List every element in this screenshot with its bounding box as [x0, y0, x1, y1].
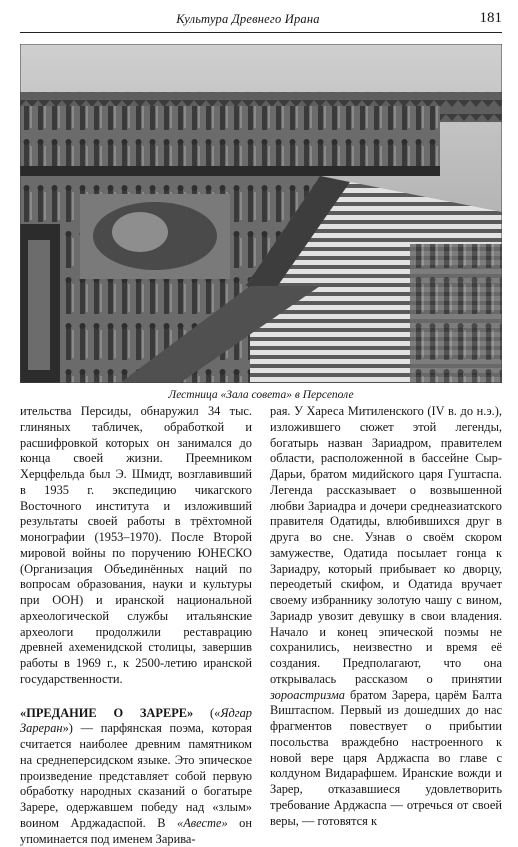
right-text-column [270, 404, 502, 829]
entry-alt-name: Ядгар Зареран [20, 706, 252, 736]
entry-alt-close: ») [63, 721, 81, 735]
staircase-photo [20, 44, 502, 383]
paragraph-persepolis: ительства Персиды, обнаружил 34 тыс. глиняных табличек, обработкой и расшифровкой которых он занимался до конца своей жизни. Преемником Херцфельда был Э. Шмидт, возглавивший в 1935 г. экспедицию чикагского Восточного института и изложивший результаты своей работы в трёхтомной монографии (1953–1970). После Второй мировой войны по поручению ЮНЕСКО (Организация Объединённых наций по вопросам образования, науки и культуры при ООН) и иранской национальной археологической службы итальянские археологи продолжили реставрацию древней ахеменидской столицы, завершив работы в 1969 г., к 2500-летию иранской государственности. [20, 404, 252, 688]
entry-spacer [20, 688, 252, 706]
running-title: Культура Древнего Ирана [20, 12, 476, 27]
entry-zarer [20, 706, 252, 847]
running-header [20, 8, 502, 34]
left-text-column [20, 404, 252, 847]
zoroastrianism-term: зороастризма [270, 688, 345, 702]
header-rule [20, 32, 502, 33]
entry-alt-open: (« [193, 706, 220, 720]
page-number: 181 [480, 10, 503, 27]
legend-text-2: братом Зарера, царём Балта Виштаспом. Первый из дошедших до нас фрагментов повествует о прибытии посольства враждебно настроенного к новой вере царя Арджаспа во главе с колдуном Видарафшем. Иранские вожди и Зарер, отказавшиеся удовлетворить требование Арджаспа — отречься от своей веры, — готовятся к [270, 688, 502, 828]
avesta-ref: «Авесте» [177, 816, 228, 830]
paragraph-legend [270, 404, 502, 829]
entry-term: «ПРЕДАНИЕ О ЗАРЕРЕ» [20, 706, 193, 720]
entry-text-1: — парфянская поэма, которая считается наиболее древним памятником на среднеперсидском языке. Это эпическое произведение представляет собой первую обработку народных сказаний о богатыре Зарере, одержавшем победу над «злым» воином Арджадаспой. В [20, 721, 252, 830]
entry-text-2: он упоминается под именем Зарива- [20, 816, 252, 846]
legend-text-1: рая. У Хареса Митиленского (IV в. до н.э.), изложившего сюжет этой легенды, богатырь назван Зариадром, правителем области, расположенной в бассейне Сыр-Дарьи, братом мидийского царя Гуштаспа. Легенда рассказывает о возвышенной любви Зариадра и дочери среднеазиатского правителя Одатиды, влюбившихся друг в друга во сне. Узнав о своём скором замужестве, Одатида посылает гонца к Зариадру, который прибывает ко дворцу, переодетый скифом, и Одатида вручает своему избраннику золотую чашу с вином, Зариадр увозит девушку в свои владения. Начало и конец эпической поэмы не сохранились, неизвестно и время её создания. Предполагают, что она открывалась рассказом о принятии [270, 404, 502, 686]
figure-caption: Лестница «Зала совета» в Персеполе [20, 389, 502, 401]
